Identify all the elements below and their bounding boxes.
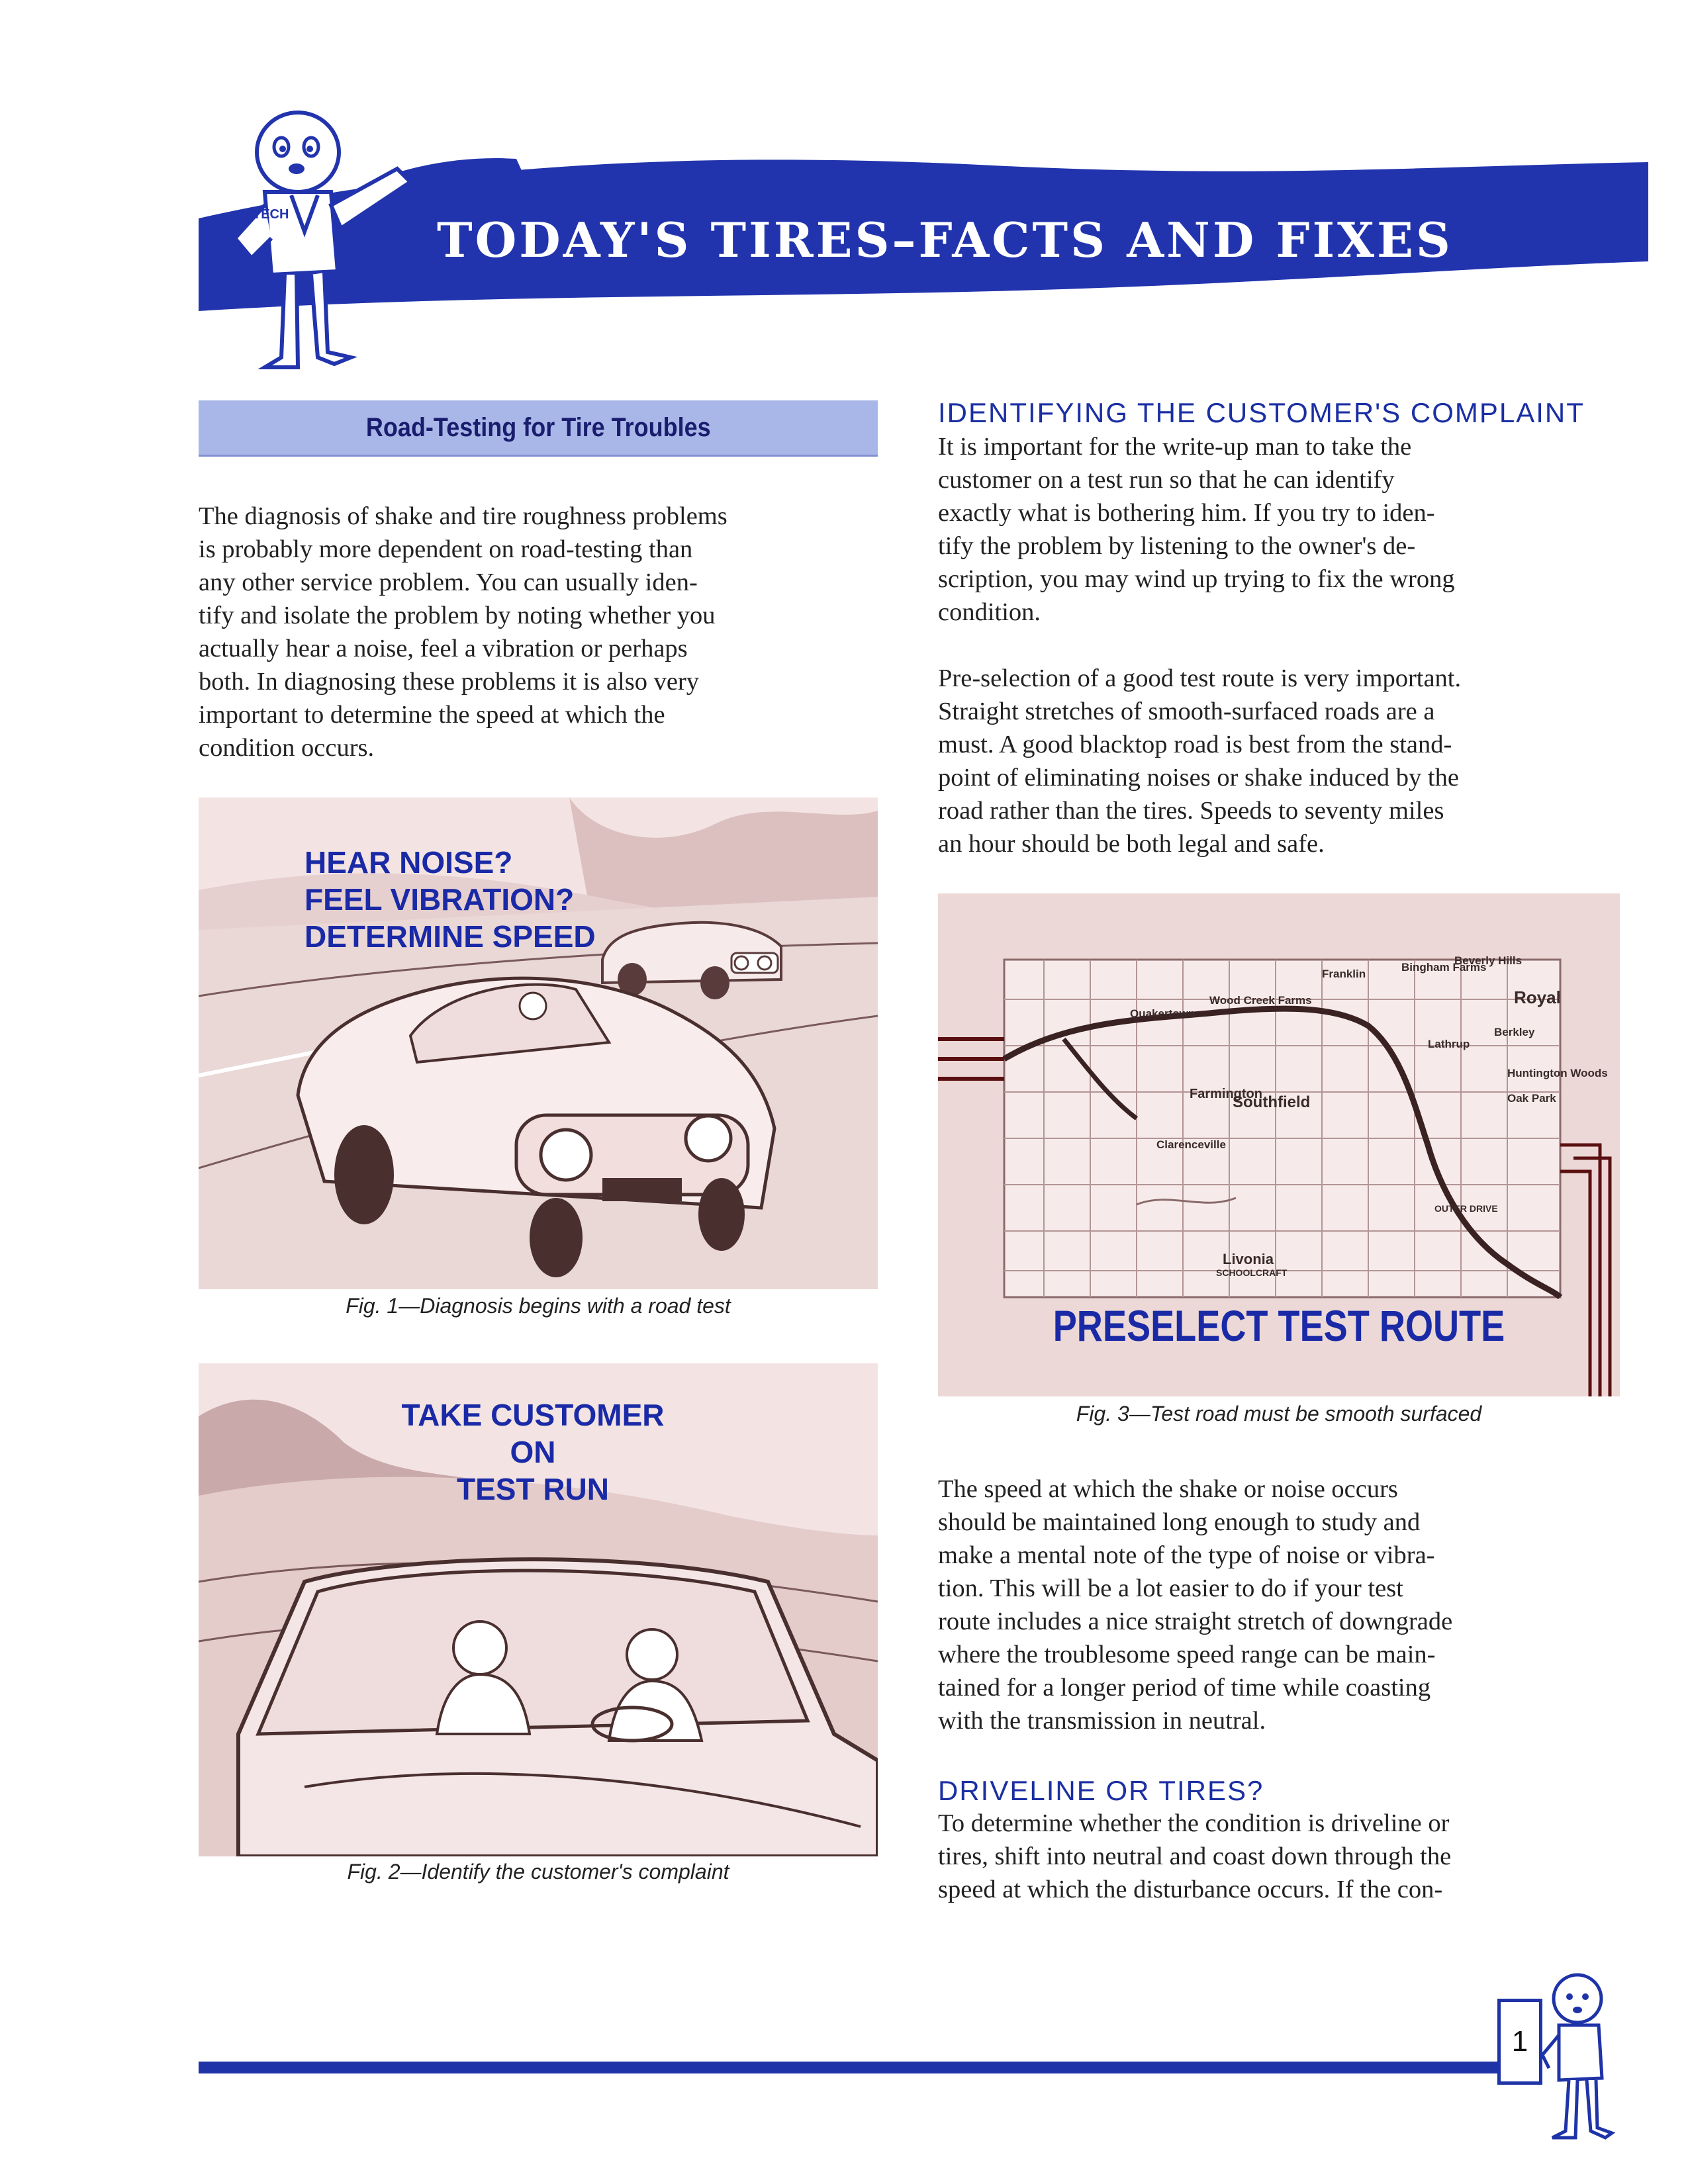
figure-2-illustration [199,1363,878,1856]
intro-paragraph [199,500,878,764]
map-place: Bingham Farms [1401,961,1487,974]
text-line: tion. This will be a lot easier to do if your test [938,1574,1403,1602]
text-line: actually hear a noise, feel a vibration or perhaps [199,635,688,662]
text-line: make a mental note of the type of noise or vibra- [938,1541,1435,1569]
label-line: FEEL VIBRATION? [305,882,575,917]
label-line: TAKE CUSTOMER ON [401,1398,665,1469]
map-place: Livonia [1223,1251,1274,1267]
label-line: TEST RUN [457,1472,609,1506]
text-line: both. In diagnosing these problems it is also very [199,668,699,696]
page-number-box [1497,1999,1542,2085]
text-line: speed at which the disturbance occurs. If the con- [938,1876,1443,1903]
label-line: DETERMINE SPEED [305,919,596,954]
text-line: tires, shift into neutral and coast down through the [938,1843,1452,1870]
map-place: Farmington [1190,1087,1262,1101]
text-line: customer on a test run so that he can identify [938,466,1395,494]
figure-3-map [938,893,1620,1396]
fig3-title: PRESELECT TEST ROUTE [1053,1301,1505,1350]
fig3-caption: Fig. 3—Test road must be smooth surfaced [1076,1402,1482,1426]
heading-identifying-complaint: IDENTIFYING THE CUSTOMER'S COMPLAINT [938,397,1585,428]
map-place: Oak Park [1507,1092,1556,1105]
mascot-badge: TECH [253,207,289,222]
text-line: road rather than the tires. Speeds to seventy miles [938,797,1444,825]
text-line: condition. [938,598,1041,626]
tech-mascot-icon [199,106,417,384]
paragraph-2 [938,662,1620,860]
text-line: The speed at which the shake or noise occurs [938,1475,1398,1503]
fig1-caption: Fig. 1—Diagnosis begins with a road test [346,1294,731,1318]
heading-driveline-or-tires: DRIVELINE OR TIRES? [938,1775,1264,1806]
map-place: Franklin [1322,968,1366,980]
map-place: Huntington Woods [1507,1067,1608,1079]
text-line: It is important for the write-up man to take the [938,433,1412,461]
text-line: scription, you may wind up trying to fix the wrong [938,565,1455,593]
section-label [199,400,878,457]
footer-rule [199,2062,1503,2073]
map-place: Southfield [1233,1093,1311,1111]
fig2-caption: Fig. 2—Identify the customer's complaint [347,1860,729,1884]
fig1-label [305,844,596,955]
map-place: Beverly Hills [1454,954,1523,967]
label-line: HEAR NOISE? [305,845,513,880]
page-title: TODAY'S TIRES–FACTS AND FIXES [437,212,1453,268]
text-line: To determine whether the condition is driveline or [938,1809,1450,1837]
figure-1-illustration [199,797,878,1289]
text-line: exactly what is bothering him. If you try to iden- [938,499,1435,527]
text-line: tify the problem by listening to the owner's de- [938,532,1416,560]
text-line: point of eliminating noises or shake induced by the [938,764,1459,792]
map-place: SCHOOLCRAFT [1216,1267,1288,1278]
text-line: should be maintained long enough to study and [938,1508,1421,1536]
map-place: OUTER DRIVE [1434,1203,1498,1214]
text-line: route includes a nice straight stretch of downgrade [938,1608,1453,1635]
text-line: Pre-selection of a good test route is very important. [938,664,1462,692]
text-line: with the transmission in neutral. [938,1707,1266,1735]
text-line: an hour should be both legal and safe. [938,830,1325,858]
section-label-text: Road-Testing for Tire Troubles [365,412,711,442]
map-place: Lathrup [1428,1038,1470,1050]
text-line: Straight stretches of smooth-surfaced roads are a [938,698,1435,725]
text-line: The diagnosis of shake and tire roughness problems [199,502,727,530]
paragraph-1 [938,430,1620,629]
fig2-label [400,1396,665,1508]
text-line: tained for a longer period of time while coasting [938,1674,1431,1702]
map-place: Quakertown [1130,1007,1196,1020]
paragraph-4 [938,1807,1620,1906]
text-line: must. A good blacktop road is best from the stand- [938,731,1452,758]
map-place: Berkley [1494,1026,1535,1038]
map-place: Royal [1514,987,1561,1007]
page-number: 1 [1511,2025,1528,2058]
text-line: is probably more dependent on road-testing than [199,535,693,563]
text-line: condition occurs. [199,734,375,762]
paragraph-3 [938,1473,1620,1737]
header-banner [0,0,1688,410]
text-line: tify and isolate the problem by noting whether you [199,602,716,629]
text-line: important to determine the speed at which the [199,701,665,729]
text-line: any other service problem. You can usually iden- [199,569,698,596]
text-line: where the troublesome speed range can be main- [938,1641,1436,1668]
map-place: Clarenceville [1156,1138,1226,1151]
footer-mascot-icon [1539,1969,1618,2148]
map-place: Wood Creek Farms [1209,994,1312,1007]
